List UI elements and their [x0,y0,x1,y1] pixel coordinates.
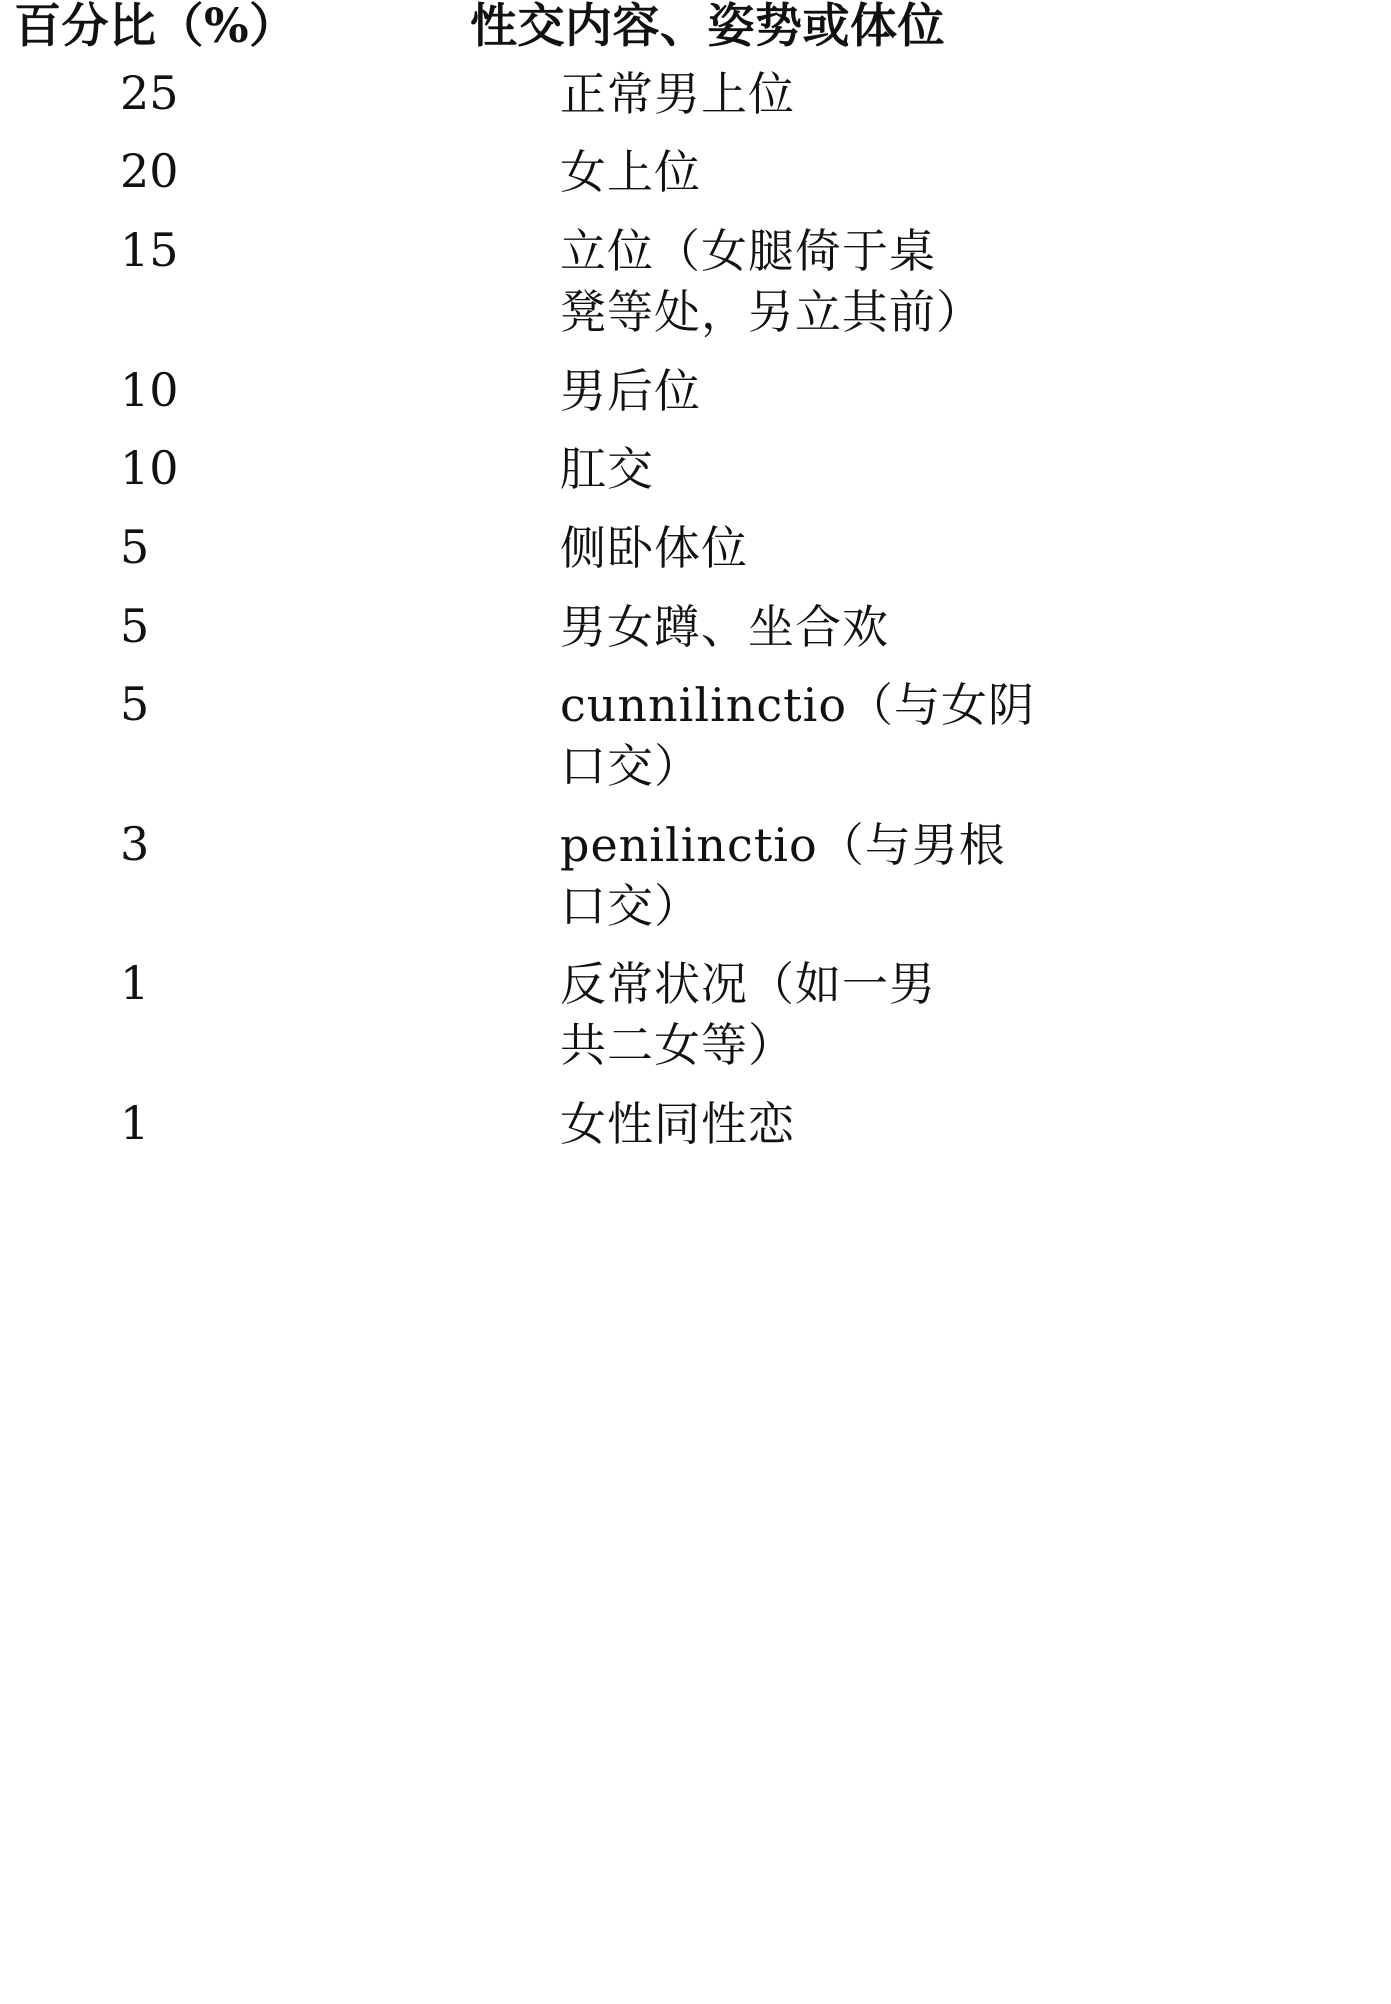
cell-description-line-2: 口交） [560,878,701,933]
table-header-row [0,0,1391,55]
cell-description-line-2: 口交） [560,739,701,794]
table-row [0,212,1391,351]
table-row [0,806,1391,945]
cell-percent: 1 [120,956,150,1011]
cell-description [430,588,1391,667]
column-header-percent: 百分比（%） [14,0,297,54]
cell-description-line-1: cunnilinctio（与女阴 [560,678,1036,733]
cell-description [430,133,1391,212]
cell-description-line-1: 侧卧体位 [560,520,748,575]
cell-description-line-1: 反常状况（如一男 [560,957,936,1012]
cell-description [430,666,1391,805]
cell-description [430,430,1391,509]
cell-description-line-1: 男后位 [560,363,701,418]
cell-description-line-1: 女上位 [560,145,701,200]
cell-description [430,806,1391,945]
cell-description-line-1: 男女蹲、坐合欢 [560,599,889,654]
cell-description-line-2: 共二女等） [560,1017,795,1072]
cell-percent: 5 [120,677,150,732]
table-row [0,1085,1391,1164]
cell-description-line-1: penilinctio（与男根 [560,817,1006,872]
cell-percent: 25 [120,65,179,120]
cell-percent: 1 [120,1095,150,1150]
cell-description [430,509,1391,588]
cell-percent: 15 [120,223,179,278]
cell-description [430,945,1391,1084]
cell-description [430,212,1391,351]
cell-description-line-1: 女性同性恋 [560,1096,795,1151]
table-body [0,55,1391,1164]
cell-percent: 10 [120,441,179,496]
cell-description-line-1: 立位（女腿倚于桌 [560,224,936,279]
cell-percent: 20 [120,144,179,199]
cell-percent: 5 [120,519,150,574]
table-row [0,133,1391,212]
table-row [0,430,1391,509]
cell-description-line-1: 正常男上位 [560,66,795,121]
cell-description-line-1: 肛交 [560,442,654,497]
cell-percent: 3 [120,816,150,871]
cell-description-line-2: 凳等处，另立其前） [560,284,983,339]
cell-description [430,55,1391,134]
cell-percent: 10 [120,362,179,417]
table-row [0,509,1391,588]
table-row [0,55,1391,134]
column-header-description: 性交内容、姿势或体位 [470,0,945,54]
cell-description [430,1085,1391,1164]
cell-description [430,352,1391,431]
cell-percent: 5 [120,598,150,653]
table-row [0,588,1391,667]
table-row [0,945,1391,1084]
table-row [0,352,1391,431]
table-row [0,666,1391,805]
